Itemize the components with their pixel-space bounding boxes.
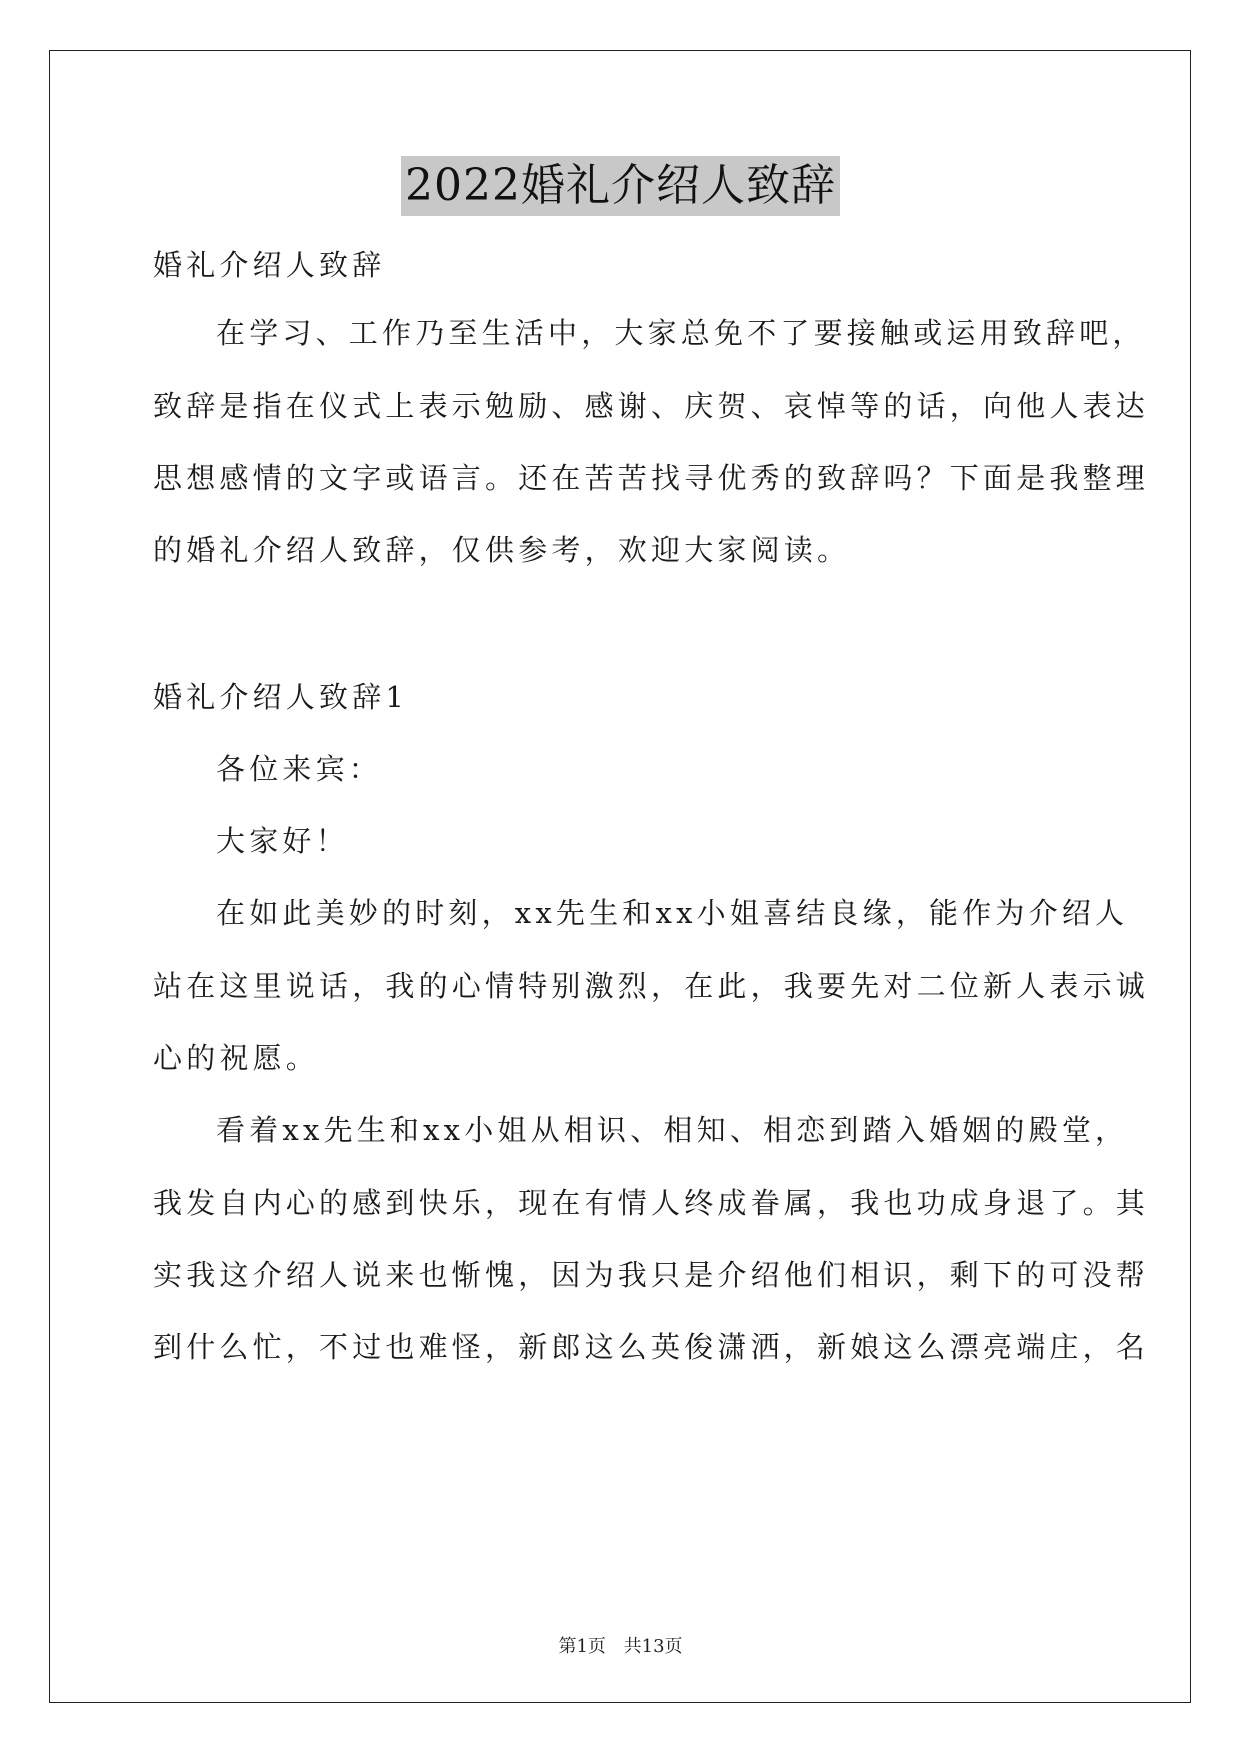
paragraph2-line: 我发自内心的感到快乐，现在有情人终成眷属，我也功成身退了。其 — [153, 1186, 1150, 1220]
paragraph1-line: 心的祝愿。 — [153, 1041, 320, 1075]
intro-line: 思想感情的文字或语言。还在苦苦找寻优秀的致辞吗？下面是我整理 — [153, 461, 1150, 495]
paragraph1-line: 站在这里说话，我的心情特别激烈，在此，我要先对二位新人表示诚 — [153, 969, 1150, 1003]
page-border — [49, 50, 1191, 1703]
hello-line: 大家好！ — [216, 824, 349, 858]
document-title: 2022婚礼介绍人致辞 — [401, 156, 840, 216]
page-number: 第1页 — [558, 1636, 606, 1657]
intro-line: 的婚礼介绍人致辞，仅供参考，欢迎大家阅读。 — [153, 533, 851, 567]
greeting: 各位来宾： — [216, 752, 383, 786]
paragraph2-line: 实我这介绍人说来也惭愧，因为我只是介绍他们相识，剩下的可没帮 — [153, 1258, 1150, 1292]
section-heading: 婚礼介绍人致辞1 — [153, 680, 409, 714]
paragraph1-line: 在如此美妙的时刻，xx先生和xx小姐喜结良缘，能作为介绍人 — [216, 896, 1129, 930]
intro-line: 致辞是指在仪式上表示勉励、感谢、庆贺、哀悼等的话，向他人表达 — [153, 389, 1150, 423]
intro-line: 在学习、工作乃至生活中，大家总免不了要接触或运用致辞吧， — [216, 316, 1146, 350]
page-total: 共13页 — [623, 1636, 683, 1657]
title-container — [0, 156, 1241, 216]
page-footer — [0, 1632, 1241, 1658]
paragraph2-line: 看着xx先生和xx小姐从相识、相知、相恋到踏入婚姻的殿堂， — [216, 1113, 1129, 1147]
paragraph2-line: 到什么忙，不过也难怪，新郎这么英俊潇洒，新娘这么漂亮端庄，名 — [153, 1330, 1150, 1364]
subtitle: 婚礼介绍人致辞 — [153, 248, 386, 282]
